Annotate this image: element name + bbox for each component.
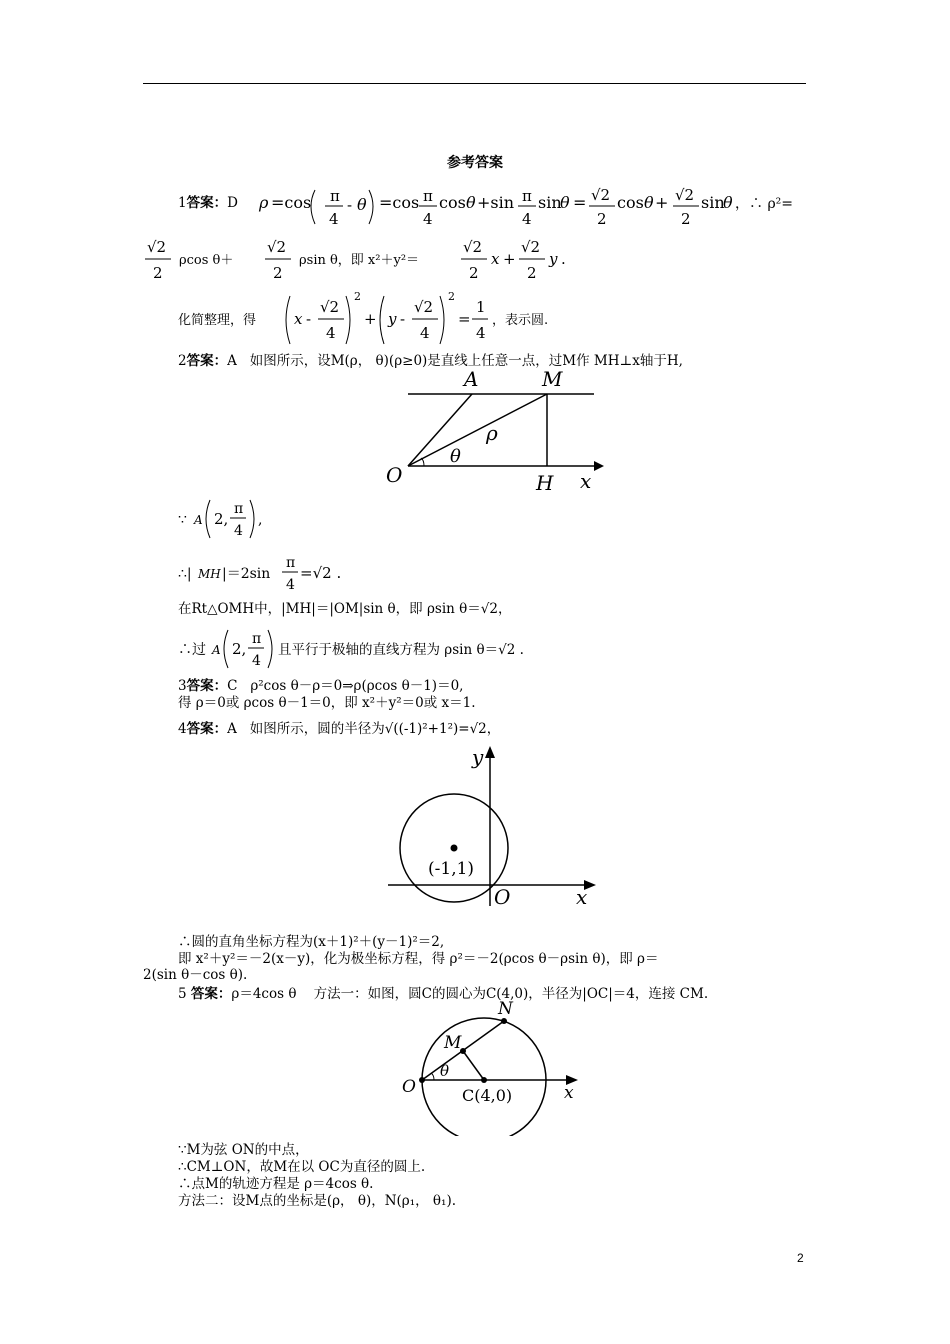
svg-text:sin: sin	[538, 193, 562, 212]
fig2-label-x: x	[580, 469, 592, 493]
figure-4	[380, 742, 610, 912]
fig5-label-M: M	[444, 1033, 462, 1053]
fig2-label-rho: ρ	[486, 421, 498, 445]
svg-text:4: 4	[252, 653, 261, 669]
fig2-label-H: H	[536, 471, 554, 495]
svg-text:2: 2	[273, 264, 283, 282]
svg-text:化简整理，得: 化简整理，得	[178, 313, 257, 328]
svg-text:.: .	[561, 250, 566, 268]
svg-text:2: 2	[527, 264, 537, 282]
svg-text:ρcos θ＋: ρcos θ＋	[179, 253, 234, 268]
svg-text:sin: sin	[701, 193, 725, 212]
header-rule	[143, 83, 806, 84]
svg-text:=√2 .: =√2 .	[300, 564, 342, 582]
svg-text:θ: θ	[466, 193, 476, 212]
item4-line3: 即 x²＋y²＝－2(x－y)，化为极坐标方程，得 ρ²＝－2(ρcos θ－ρsin θ)，即 ρ＝	[178, 951, 659, 967]
svg-text:∵: ∵	[178, 512, 187, 528]
svg-text:√2: √2	[591, 186, 611, 204]
svg-text:y: y	[388, 310, 397, 328]
item4-line1: 4答案：A 如图所示，圆的半径为√((-1)²+1²)=√2，	[178, 721, 501, 737]
svg-text:π: π	[522, 187, 532, 205]
fig4-label-y: y	[472, 745, 484, 769]
svg-text:x: x	[294, 310, 303, 328]
fig2-label-A: A	[464, 368, 479, 391]
svg-text:√2: √2	[320, 298, 340, 316]
item2-line4: 在Rt△OMH中，|MH|＝|OM|sin θ，即 ρsin θ＝√2，	[178, 601, 512, 617]
svg-text:2: 2	[597, 210, 607, 228]
fig5-label-N: N	[498, 999, 513, 1019]
svg-text:=cos: =cos	[271, 193, 312, 212]
svg-text:2: 2	[354, 290, 361, 303]
fig4-label-point: (-1,1)	[428, 859, 475, 879]
item2-formula-line2	[178, 496, 288, 542]
svg-text:√2: √2	[147, 238, 167, 256]
item2-formula-line5	[178, 626, 638, 672]
svg-text:-: -	[400, 310, 406, 328]
svg-text:y: y	[549, 250, 558, 268]
svg-text:2: 2	[469, 264, 479, 282]
svg-text:π: π	[423, 187, 433, 205]
fig2-label-O: O	[386, 463, 403, 487]
svg-text:2: 2	[448, 290, 455, 303]
svg-text:+: +	[364, 310, 377, 328]
fig2-label-theta: θ	[450, 446, 461, 467]
svg-text:且平行于极轴的直线方程为 ρsin θ＝√2 .: 且平行于极轴的直线方程为 ρsin θ＝√2 .	[278, 642, 524, 658]
svg-text:4: 4	[329, 210, 339, 228]
svg-text:√2: √2	[521, 238, 541, 256]
svg-text:π: π	[234, 501, 244, 517]
item1-formula1	[255, 178, 815, 230]
svg-text:4: 4	[420, 324, 430, 342]
svg-text:ρ: ρ	[259, 193, 269, 212]
item1-line1: 1答案：D	[178, 195, 238, 211]
svg-text:=: =	[573, 193, 587, 212]
svg-text:=cos: =cos	[379, 193, 420, 212]
item3-line1: 3答案：C ρ²cos θ－ρ＝0⇒ρ(ρcos θ－1)＝0,	[178, 678, 464, 694]
item5-line1: 5 答案：ρ＝4cos θ 方法一：如图，圆C的圆心为C(4,0)，半径为|OC|＝4，连接 CM.	[178, 986, 709, 1002]
page-number: 2	[797, 1251, 804, 1265]
svg-text:+: +	[503, 250, 516, 268]
svg-text:θ: θ	[357, 195, 367, 214]
svg-text:4: 4	[423, 210, 433, 228]
svg-text:√2: √2	[675, 186, 695, 204]
svg-text:MH: MH	[198, 567, 221, 581]
svg-text:√2: √2	[267, 238, 287, 256]
fig5-label-theta: θ	[440, 1062, 450, 1080]
svg-text:∴|: ∴|	[178, 566, 192, 582]
svg-text:-: -	[306, 310, 312, 328]
svg-text:θ: θ	[560, 193, 570, 212]
svg-text:π: π	[330, 187, 340, 205]
svg-text:|＝2sin: |＝2sin	[222, 566, 271, 582]
svg-text:+: +	[655, 193, 669, 212]
svg-text:√2: √2	[414, 298, 434, 316]
item2-line1: 2答案：A 如图所示，设M(ρ， θ)(ρ≥0)是直线上任意一点，过M作 MH⊥x轴于H,	[178, 353, 683, 369]
svg-text:=: =	[458, 310, 471, 328]
item1-formula3	[178, 288, 598, 348]
svg-text:θ: θ	[723, 193, 733, 212]
svg-text:4: 4	[326, 324, 336, 342]
item5-line4: ∴点M的轨迹方程是 ρ＝4cos θ.	[178, 1176, 374, 1192]
svg-text:∴过: ∴过	[178, 642, 206, 658]
svg-text:ρsin θ，即 x²＋y²＝: ρsin θ，即 x²＋y²＝	[299, 253, 420, 268]
svg-text:,: ,	[258, 512, 263, 528]
svg-text:x: x	[491, 250, 500, 268]
svg-text:θ: θ	[644, 193, 654, 212]
fig5-label-x: x	[564, 1083, 574, 1103]
svg-text:，∴ ρ²=: ，∴ ρ²=	[735, 196, 794, 212]
fig4-label-O: O	[494, 885, 511, 909]
figure-2	[380, 368, 610, 498]
item5-line5: 方法二：设M点的坐标是(ρ， θ)，N(ρ₁， θ₁).	[178, 1193, 457, 1209]
svg-text:A: A	[194, 513, 203, 527]
fig5-label-C: C(4,0)	[462, 1086, 513, 1105]
svg-text:√2: √2	[463, 238, 483, 256]
svg-text:4: 4	[234, 523, 243, 539]
svg-text:2,: 2,	[214, 510, 229, 528]
page-title: 参考答案	[447, 155, 503, 171]
svg-text:2: 2	[681, 210, 691, 228]
svg-text:+sin: +sin	[477, 193, 515, 212]
fig4-label-x: x	[576, 885, 588, 909]
item4-line2: ∴圆的直角坐标方程为(x＋1)²＋(y－1)²＝2,	[178, 934, 445, 950]
item5-line3: ∴CM⊥ON，故M在以 OC为直径的圆上.	[178, 1159, 426, 1175]
svg-text:，表示圆.: ，表示圆.	[492, 313, 549, 328]
item1-formula2	[143, 232, 583, 284]
svg-text:2,: 2,	[232, 640, 247, 658]
svg-text:A: A	[212, 643, 221, 657]
svg-text:π: π	[286, 555, 296, 571]
item5-line2: ∵M为弦 ON的中点，	[178, 1142, 309, 1158]
svg-text:4: 4	[476, 324, 486, 342]
svg-text:cos: cos	[617, 193, 644, 212]
svg-text:cos: cos	[439, 193, 466, 212]
svg-text:π: π	[252, 631, 262, 647]
item3-line2: 得 ρ＝0或 ρcos θ－1＝0，即 x²＋y²＝0或 x＝1.	[178, 695, 476, 711]
fig2-label-M: M	[542, 368, 563, 391]
item2-formula-line3	[178, 550, 378, 596]
svg-text:-: -	[347, 196, 353, 214]
fig5-label-O: O	[402, 1077, 416, 1097]
figure-5	[396, 996, 596, 1136]
item4-line4: 2(sin θ－cos θ).	[143, 967, 248, 983]
svg-text:2: 2	[153, 264, 163, 282]
svg-text:4: 4	[286, 577, 295, 593]
svg-text:4: 4	[522, 210, 532, 228]
svg-text:1: 1	[476, 298, 486, 316]
